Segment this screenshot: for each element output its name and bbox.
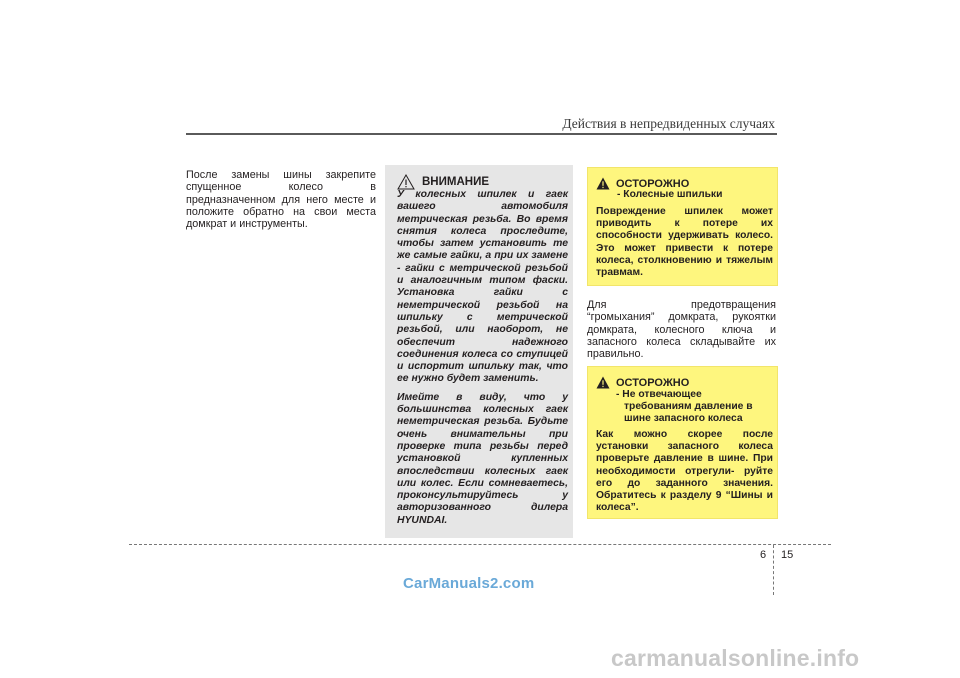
right-paragraph-line: Для предотвращения — [587, 299, 776, 311]
notice-box — [385, 165, 573, 538]
left-paragraph-line: После замены шины закрепите — [186, 169, 376, 181]
page-header-title: Действия в непредвиденных случаях — [562, 116, 775, 131]
warning-subtitle: - Колесные шпильки — [617, 189, 723, 200]
left-paragraph — [186, 169, 376, 230]
right-paragraph-line: запасного колеса складывайте их — [587, 335, 776, 348]
warning-title: ОСТОРОЖНО — [616, 376, 690, 389]
warning-box-wheel-studs — [587, 167, 778, 286]
header-rule — [186, 133, 777, 135]
warning-triangle-filled-icon — [596, 376, 610, 389]
warning-box-spare-pressure — [587, 366, 778, 519]
notice-paragraph-1: У колесных шпилек и гаек вашего автомобиля метрическая резьба. Во время снятия колеса проследите, чтобы затем установить те же самые гайки, а при их замене - гайки с метрической резьбой и аналогичным типом фаски. Установка гайки с неметрической резьбой на шпильку с метрической резьбой, или наоборот, не обеспечит надежного соединения колеса со ступицей и испортит шпильку так, что ее нужно будет заменить. — [397, 189, 568, 385]
right-paragraph — [587, 299, 776, 360]
left-paragraph-line: предназначенном для него месте и — [186, 193, 376, 206]
warning-triangle-filled-icon — [596, 177, 610, 190]
warning-subtitle-line-1: - Не отвечающее — [616, 389, 702, 400]
watermark-carmanualsonline: carmanualsonline.info — [611, 645, 860, 671]
warning-triangle-outline-icon — [397, 174, 415, 190]
page-number: 15 — [781, 549, 794, 561]
footer-rule — [129, 544, 831, 545]
right-paragraph-line: домкрата, колесного ключа и — [587, 323, 776, 336]
warning-text: Повреждение шпилек может приводить к потере их способности удерживать колесо. Это может привести к потере колеса, столкновению и тяжелым травмам. — [596, 206, 773, 279]
footer-separator — [773, 545, 774, 595]
right-paragraph-line: правильно. — [587, 348, 644, 361]
left-paragraph-line: положите обратно на свои места — [186, 205, 376, 218]
warning-title-row — [596, 376, 689, 389]
notice-title: ВНИМАНИЕ — [422, 176, 490, 188]
warning-subtitle-line-3: шине запасного колеса — [624, 413, 743, 424]
section-number: 6 — [760, 549, 767, 561]
watermark-carmanuals2[interactable]: CarManuals2.com — [403, 575, 535, 592]
right-paragraph-line: “громыхания” домкрата, рукоятки — [587, 311, 776, 324]
notice-paragraph-2: Имейте в виду, что у большинства колесных гаек неметрическая резьба. Будьте очень внимательны при проверке типа резьбы перед установкой купленных впоследствии колесных гаек или колес. Если сомневаетесь, проконсультируйтесь у авторизованного дилера HYUNDAI. — [397, 391, 568, 526]
warning-title: ОСТОРОЖНО — [616, 177, 690, 190]
left-paragraph-line: домкрат и инструменты. — [186, 218, 308, 231]
warning-subtitle-line-2: требованиям давление в — [624, 401, 753, 412]
warning-text: Как можно скорее после установки запасного колеса проверьте давление в шине. При необходимости отрегули- руйте его до заданного значения. Обратитесь к разделу 9 “Шины и колеса”. — [596, 429, 773, 514]
left-paragraph-line: спущенное колесо в — [186, 181, 376, 194]
notice-body — [397, 189, 568, 533]
